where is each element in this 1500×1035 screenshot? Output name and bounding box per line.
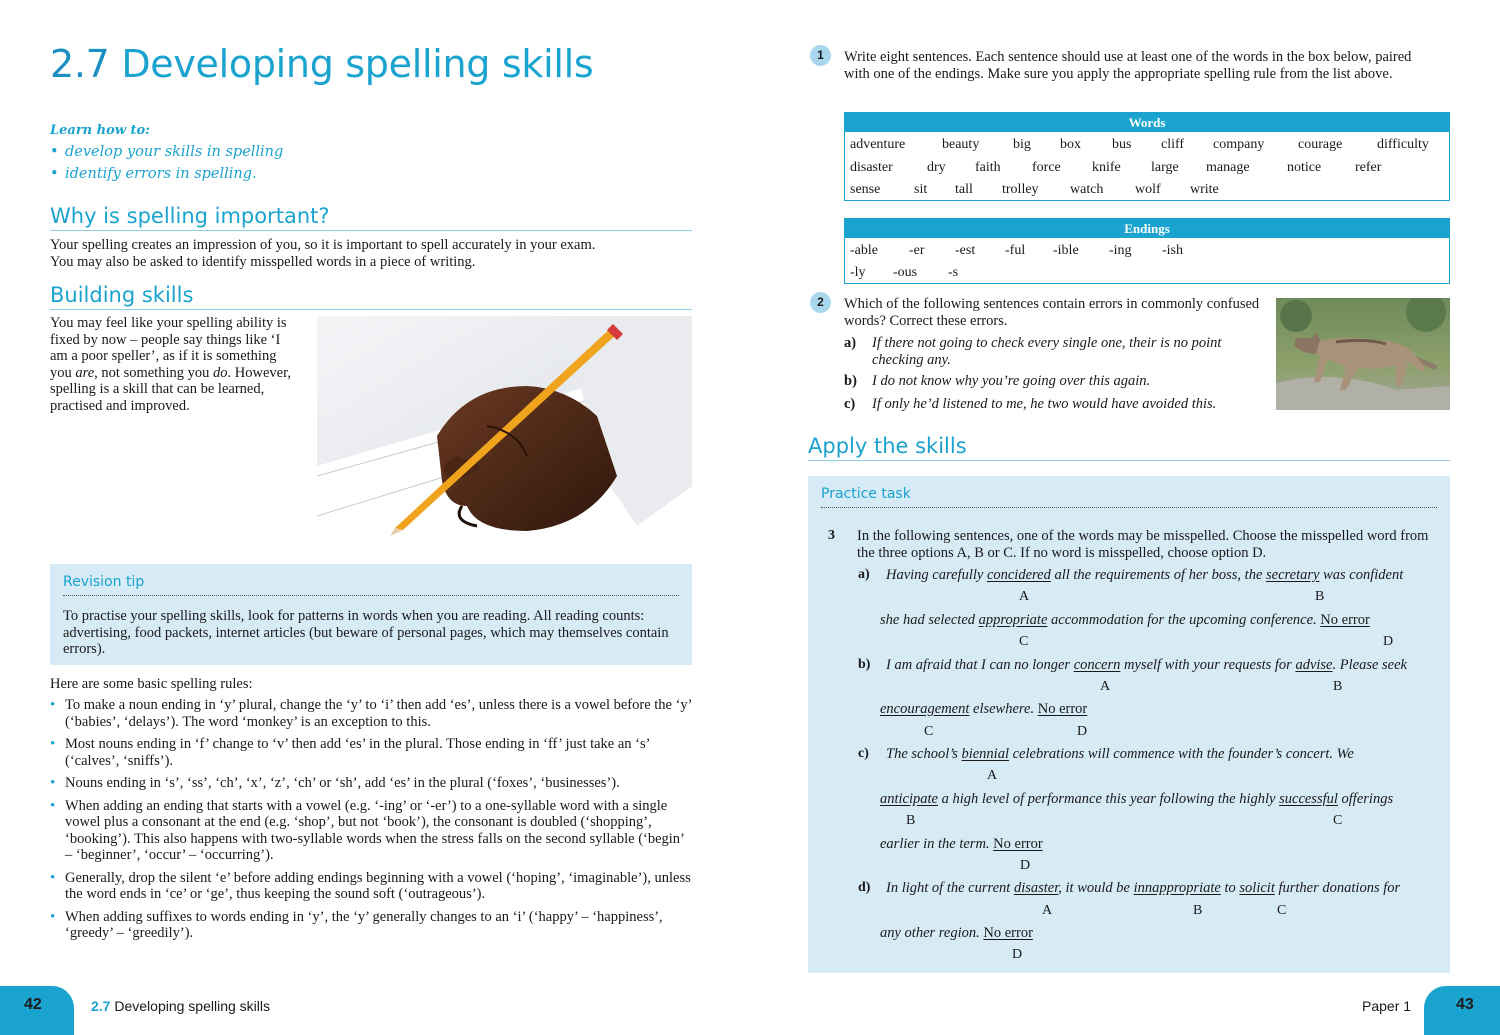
word: dry [927, 160, 946, 175]
question-number-3: 3 [828, 528, 835, 543]
ending: -ly [850, 265, 866, 280]
building-heading: Building skills [50, 283, 692, 310]
word: company [1213, 137, 1265, 152]
ending: -able [850, 243, 878, 258]
ending: -est [955, 243, 976, 258]
word: wolf [1135, 182, 1161, 197]
item-b-line-1: I am afraid that I can no longer concern myself with your requests for advise. Please seek [886, 657, 1407, 673]
option-letter: B [906, 813, 916, 828]
word: beauty [942, 137, 980, 152]
ending: -er [909, 243, 925, 258]
option-letter: B [1193, 903, 1203, 918]
word: box [1060, 137, 1081, 152]
option-letter: C [1333, 813, 1343, 828]
word: courage [1298, 137, 1343, 152]
word: trolley [1002, 182, 1039, 197]
list-item: c) If only he’d listened to me, he two would have avoided this. [844, 395, 1217, 412]
why-paragraph: Your spelling creates an impression of you, so it is important to spell accurately in your exam. You may also be asked to identify misspelled words in a piece of writing. [50, 237, 596, 270]
option-letter: B [1333, 679, 1343, 694]
list-item: b) I do not know why you’re going over this again. [844, 373, 1151, 389]
item-label-a: a) [858, 567, 870, 582]
option-letter: C [1277, 903, 1287, 918]
option-letter: A [987, 768, 998, 783]
option-letter: D [1012, 947, 1023, 962]
word: adventure [850, 137, 906, 152]
option-letter: D [1020, 858, 1031, 873]
option-letter: D [1077, 724, 1088, 739]
revision-tip-heading: Revision tip [63, 574, 145, 590]
option-letter: A [1042, 903, 1053, 918]
words-heading: Words [845, 113, 1449, 132]
item-label-d: d) [858, 880, 871, 895]
ending: -ish [1162, 243, 1183, 258]
revision-tip-text: To practise your spelling skills, look for patterns in words when you are reading. All reading counts: advertising, food packets, internet articles (but beware of personal pages, which may themselves contain errors). [63, 608, 669, 657]
item-a-line-1: Having carefully concidered all the requirements of her boss, the secretary was confident [886, 567, 1404, 583]
word: refer [1355, 160, 1382, 175]
item-c-line-1: The school’s biennial celebrations will commence with the founder’s concert. We [886, 746, 1354, 762]
page-title: 2.7 Developing spelling skills [50, 42, 594, 86]
word: big [1013, 137, 1031, 152]
question-2-text: Which of the following sentences contain errors in commonly confused words? Correct these errors. [844, 296, 1260, 329]
page-number-left: 42 [24, 996, 42, 1013]
list-item: • When adding suffixes to words ending in ‘y’, the ‘y’ generally changes to an ‘i’ (‘happy’ – ‘happiness’, ‘greedy’ – ‘greedily’). [50, 909, 692, 942]
word: manage [1206, 160, 1250, 175]
learn-item: • identify errors in spelling. [50, 166, 283, 182]
word: force [1032, 160, 1061, 175]
list-item: • Most nouns ending in ‘f’ change to ‘v’ then add ‘es’ in the plural. Those ending in ‘ff’ just take an ‘s’ (‘calves’, ‘sniffs’). [50, 736, 692, 769]
question-2 [844, 296, 1264, 412]
ending: -ful [1005, 243, 1026, 258]
ending: -ible [1053, 243, 1079, 258]
word: watch [1070, 182, 1104, 197]
word: write [1190, 182, 1219, 197]
item-d-line-2: any other region. No error [880, 925, 1033, 941]
ending: -ing [1109, 243, 1132, 258]
ending: -ous [893, 265, 918, 280]
word: difficulty [1377, 137, 1429, 152]
question-number-2: 2 [810, 292, 831, 313]
list-item: • When adding an ending that starts with a vowel (e.g. ‘-ing’ or ‘-er’) to a one-syllable word with a single vowel plus a consonant at the end (e.g. ‘shop’, but not ‘book’), the consonant is doubled (‘shopping’, ‘booking’). This also happens with two-syllable words when the stress falls on the second syllable (‘begin’ – ‘beginner’, ‘occur’ – ‘occurring’). [50, 798, 692, 864]
list-item: • Nouns ending in ‘s’, ‘ss’, ‘ch’, ‘x’, ‘z’, ‘ch’ or ‘sh’, add ‘es’ in the plural (‘foxes’, ‘businesses’). [50, 775, 692, 792]
option-letter: C [924, 724, 934, 739]
option-letter: B [1315, 589, 1325, 604]
learn-heading: Learn how to: [50, 123, 150, 138]
rules-intro: Here are some basic spelling rules: [50, 676, 253, 692]
item-b-line-2: encouragement elsewhere. No error [880, 701, 1088, 717]
building-paragraph: You may feel like your spelling ability is fixed by now – people say things like ‘I am a poor speller’, as if it is something you are, not something you do. However, spelling is a skill that can be learned, practised and improved. [50, 315, 291, 414]
why-heading: Why is spelling important? [50, 204, 692, 231]
word: sense [850, 182, 881, 197]
item-c-line-3: earlier in the term. No error [880, 836, 1043, 852]
option-letter: A [1019, 589, 1030, 604]
question-number-1: 1 [810, 45, 831, 66]
spelling-rules-list [50, 697, 692, 948]
option-letter: D [1383, 634, 1394, 649]
option-letter: C [1019, 634, 1029, 649]
question-1-text: Write eight sentences. Each sentence should use at least one of the words in the box below, paired with one of the endings. Make sure you apply the appropriate spelling rule from the list above. [844, 49, 1412, 82]
hand-writing-photo [317, 316, 692, 536]
learn-objectives [50, 123, 283, 188]
item-label-b: b) [858, 657, 871, 672]
endings-heading: Endings [845, 219, 1449, 238]
practice-heading: Practice task [821, 486, 911, 502]
list-item: • To make a noun ending in ‘y’ plural, change the ‘y’ to ‘i’ then add ‘es’, unless there is a vowel before the ‘y’ (‘babies’, ‘delays’). The word ‘monkey’ is an exception to this. [50, 697, 692, 730]
page-number-right: 43 [1456, 996, 1474, 1013]
item-a-line-2: she had selected appropriate accommodation for the upcoming conference. No error [880, 612, 1370, 628]
ending: -s [948, 265, 959, 280]
item-label-c: c) [858, 746, 869, 761]
word: disaster [850, 160, 893, 175]
word: knife [1092, 160, 1121, 175]
list-item: • Generally, drop the silent ‘e’ before adding endings beginning with a vowel (‘hoping’, ‘imaginable’), unless the word ends in ‘ce’ or ‘ge’, thus keeping the sound soft (‘outrageous’). [50, 870, 692, 903]
word: large [1151, 160, 1179, 175]
revision-tip-box [50, 564, 692, 665]
question-3-text: In the following sentences, one of the words may be misspelled. Choose the misspelled word from the three options A, B or C. If no word is misspelled, choose option D. [857, 528, 1429, 561]
words-table [844, 112, 1450, 201]
item-d-line-1: In light of the current disaster, it would be innappropriate to solicit further donations for [886, 880, 1401, 896]
list-item: a) If there not going to check every single one, their is no point checking any. [844, 335, 1222, 368]
footer-paper-label: Paper 1 [1362, 998, 1412, 1014]
learn-item: • develop your skills in spelling [50, 144, 283, 160]
apply-heading: Apply the skills [808, 434, 1450, 461]
footer-section-label: 2.7 Developing spelling skills [91, 998, 270, 1014]
endings-table [844, 218, 1450, 284]
word: sit [914, 182, 928, 197]
wolf-photo [1276, 298, 1450, 410]
word: faith [975, 160, 1001, 175]
word: bus [1112, 137, 1132, 152]
word: cliff [1161, 137, 1185, 152]
item-c-line-2: anticipate a high level of performance this year following the highly successful offerings [880, 791, 1394, 807]
word: notice [1287, 160, 1322, 175]
option-letter: A [1100, 679, 1111, 694]
word: tall [955, 182, 973, 197]
